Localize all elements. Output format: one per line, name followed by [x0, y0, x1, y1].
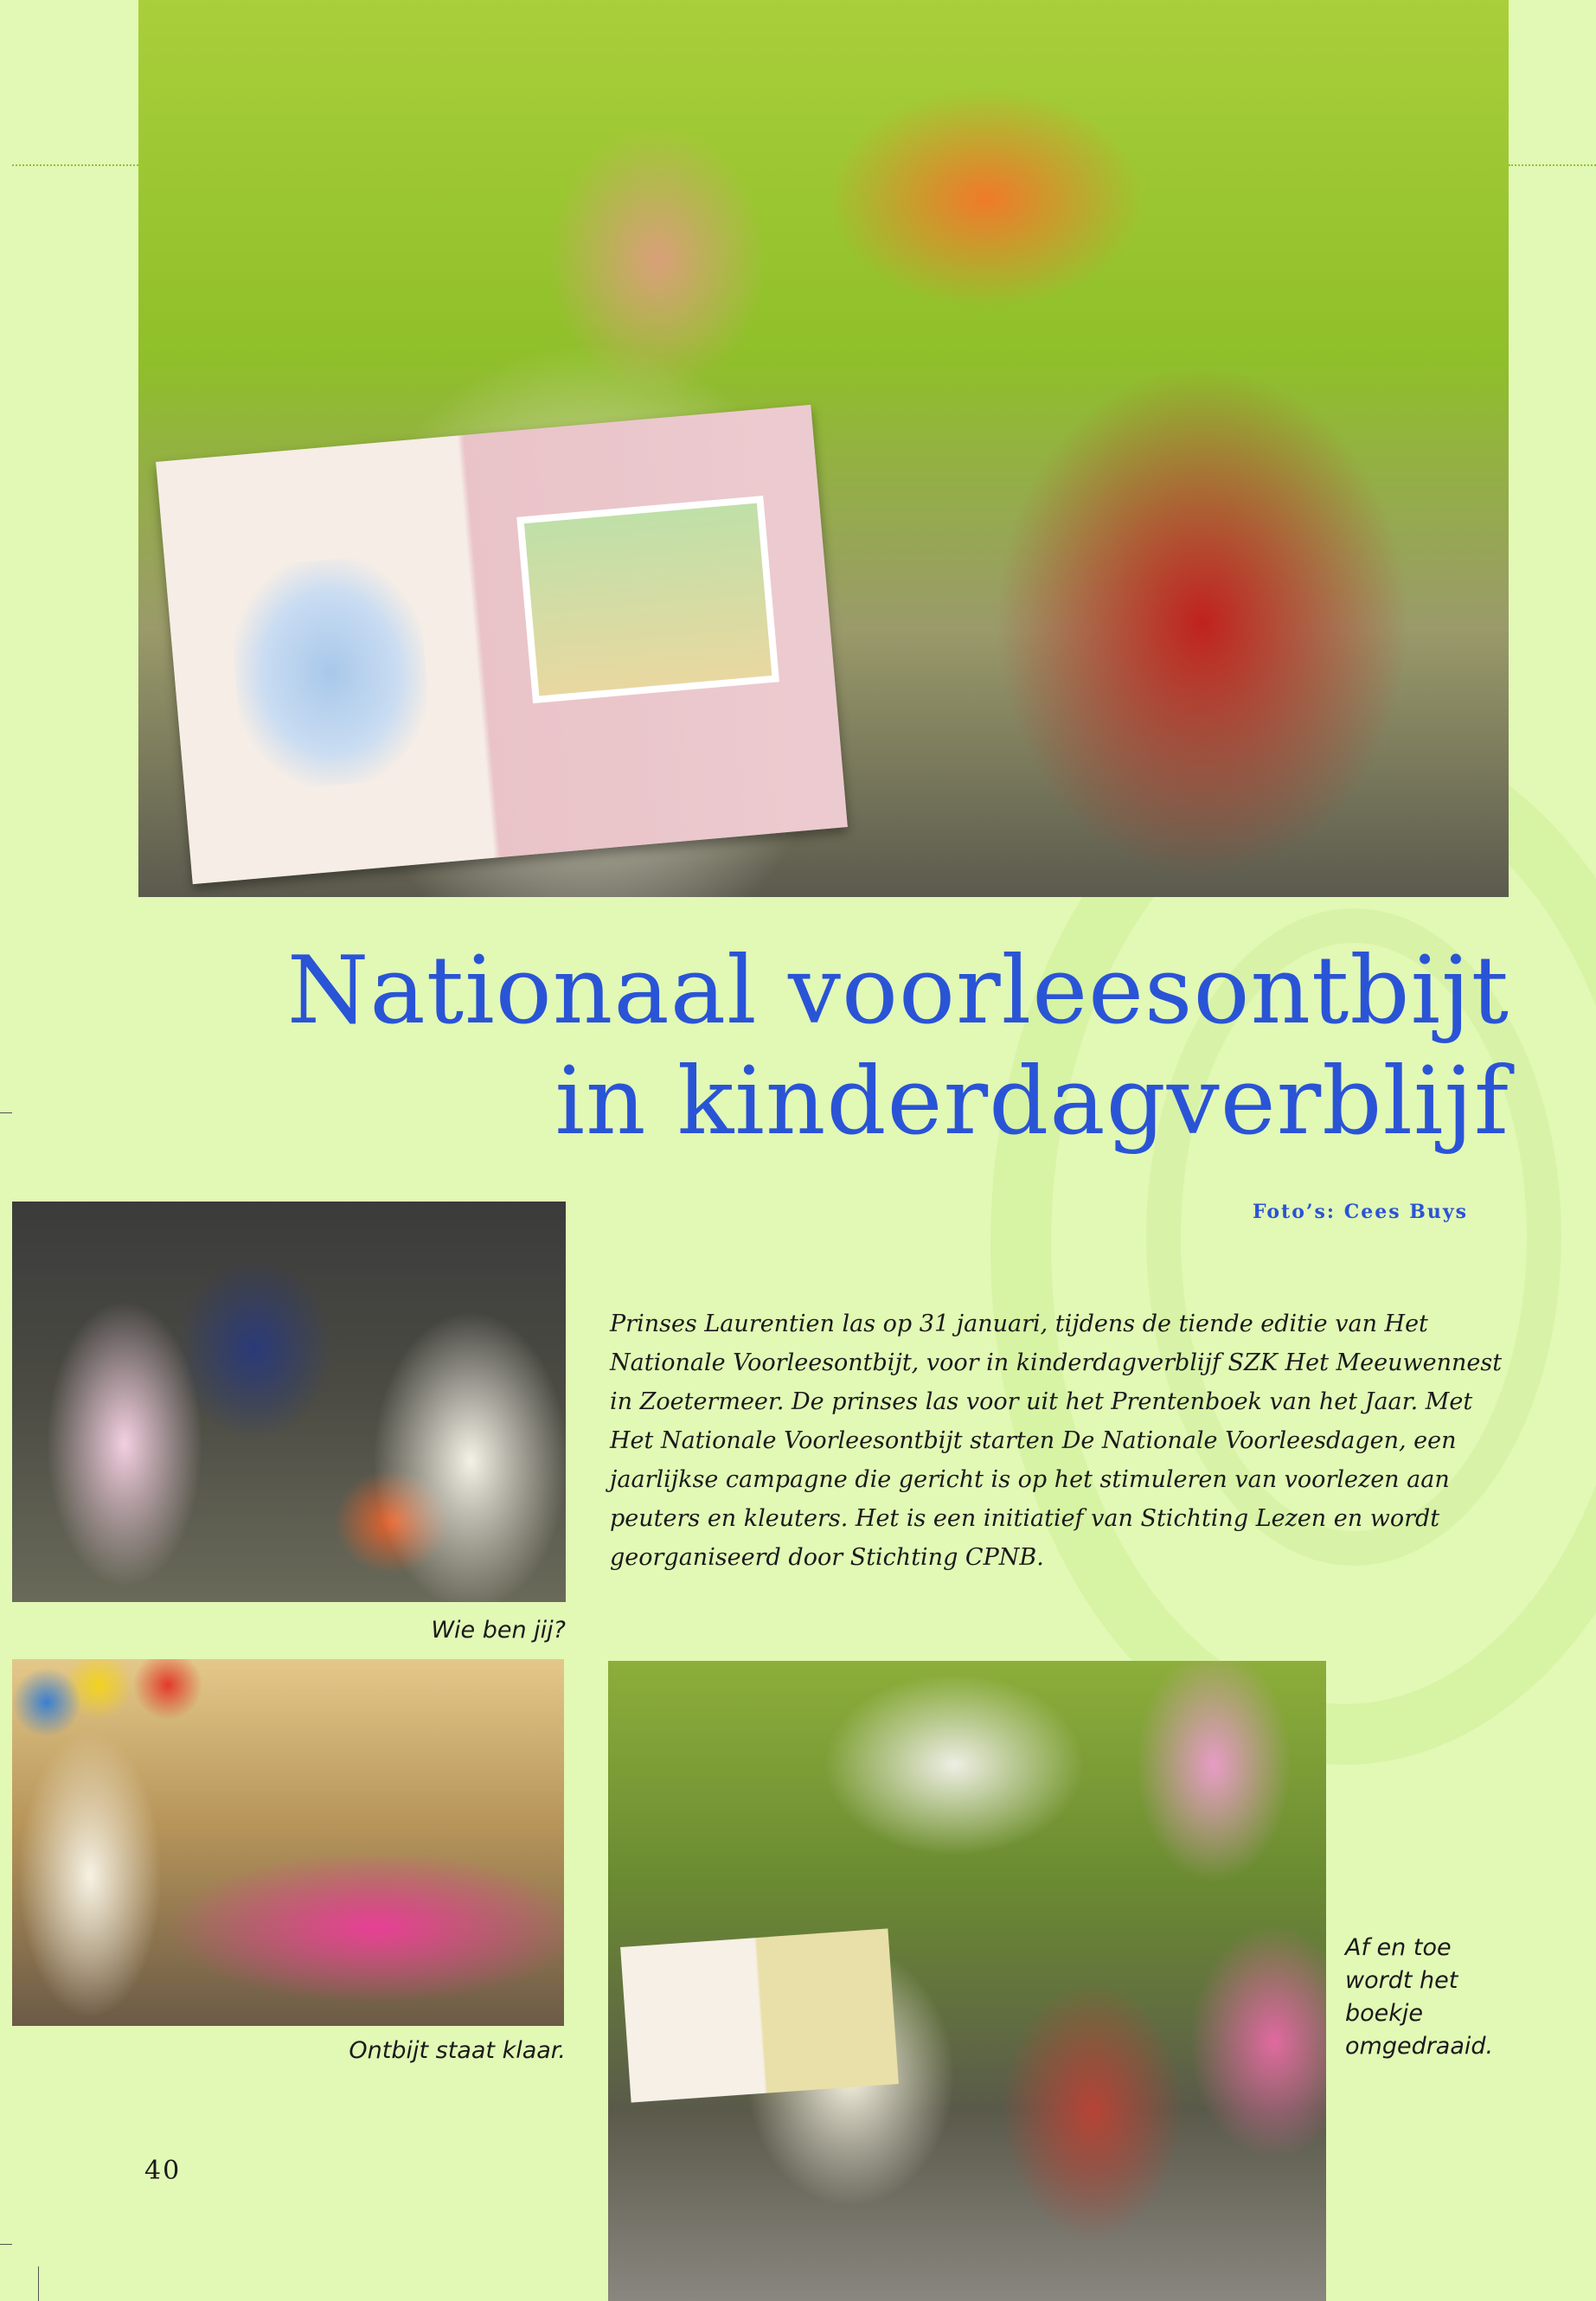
title-line-2: in kinderdagverblijf	[554, 1048, 1509, 1156]
title-line-1: Nationaal voorleesontbijt	[286, 937, 1509, 1045]
article-title	[39, 936, 1509, 1157]
photo-ontbijt	[12, 1659, 564, 2026]
book-illustration-right	[516, 496, 779, 703]
crop-mark	[38, 2266, 39, 2301]
book-illustration-left	[226, 552, 435, 792]
page-number: 40	[144, 2156, 182, 2186]
dotted-guide-right	[1509, 164, 1596, 166]
dotted-guide-left	[12, 164, 138, 166]
picture-book	[156, 405, 848, 884]
crop-mark	[0, 1112, 12, 1113]
caption-boekje: Af en toe wordt het boekje omgedraaid.	[1345, 1934, 1494, 2060]
article-body: Prinses Laurentien las op 31 januari, tijdens de tiende editie van Het Nationale Voorleesontbijt, voor in kinderdagverblijf SZK Het Meeuwennest in Zoetermeer. De prinses las voor uit het Prentenboek van het Jaar. Met Het Nationale Voorleesontbijt starten De Nationale Voorleesdagen, een jaarlijkse campagne die gericht is op het stimuleren van voorlezen aan peuters en kleuters. Het is een initiatief van Stichting Lezen en wordt georganiseerd door Stichting CPNB.	[610, 1311, 1503, 1571]
caption-wie-ben-jij: Wie ben jij?	[431, 1617, 566, 1644]
caption-ontbijt: Ontbijt staat klaar.	[349, 2037, 566, 2064]
photo-wie-ben-jij	[12, 1202, 566, 1602]
hero-photo-reading	[138, 0, 1509, 897]
crop-mark	[0, 2244, 12, 2245]
picture-book-small	[620, 1928, 899, 2102]
photo-credit: Foto’s: Cees Buys	[1252, 1201, 1468, 1223]
photo-boekje	[608, 1661, 1326, 2301]
